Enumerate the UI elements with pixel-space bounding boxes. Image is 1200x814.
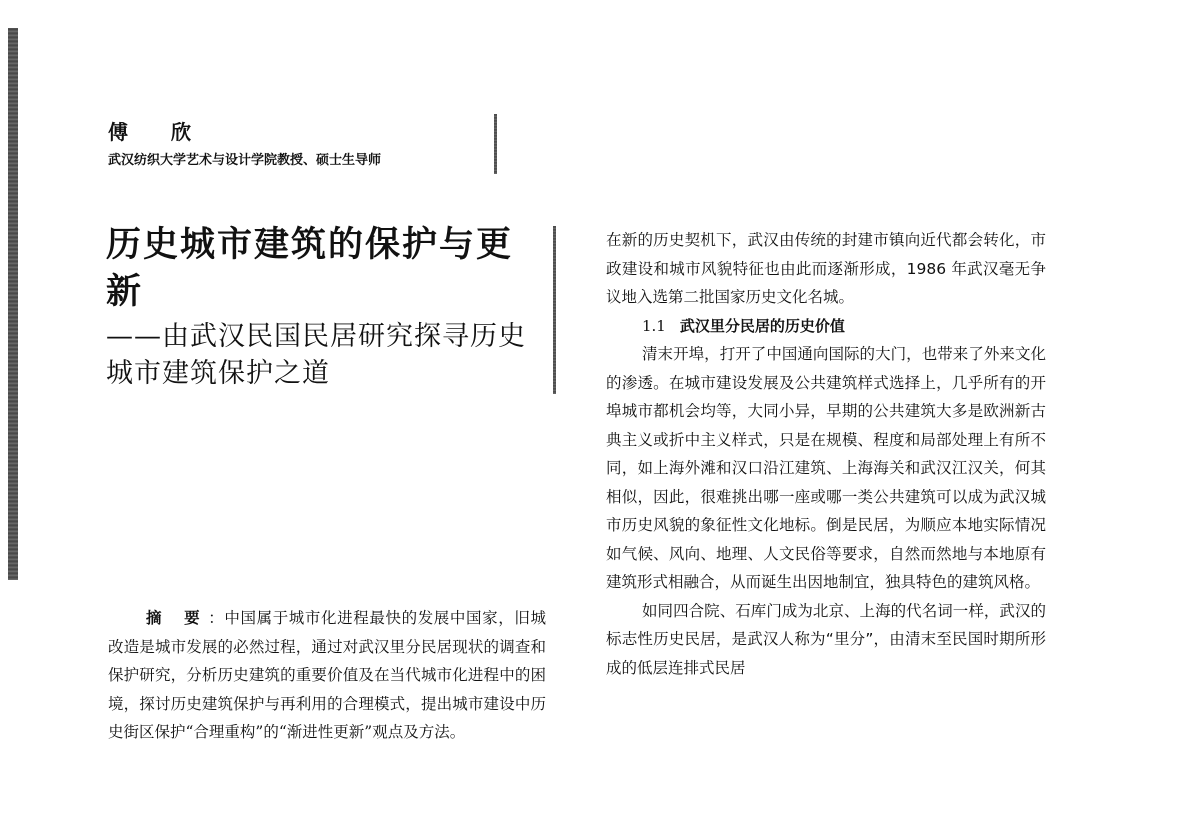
body-paragraph-1: 在新的历史契机下，武汉由传统的封建市镇向近代都会转化，市政建设和城市风貌特征也由此而逐渐形成，1986 年武汉毫无争议地入选第二批国家历史文化名城。	[606, 231, 1046, 306]
section-title: 武汉里分民居的历史价值	[679, 316, 845, 335]
abstract: 摘 要：中国属于城市化进程最快的发展中国家，旧城改造是城市发展的必然过程，通过对武汉里分民居现状的调查和保护研究，分析历史建筑的重要价值及在当代城市化进程中的困境，探讨历史建筑保护与再利用的合理模式，提出城市建设中历史街区保护“合理重构”的“渐进性更新”观点及方法。	[108, 608, 546, 741]
author-name: 傅 欣	[108, 120, 209, 144]
body-paragraph-3: 如同四合院、石库门成为北京、上海的代名词一样，武汉的标志性历史民居，是武汉人称为“里分”，由清末至民国时期所形成的低层连排式民居	[606, 601, 1046, 677]
title-rule	[553, 226, 556, 394]
author-affiliation: 武汉纺织大学艺术与设计学院教授、硕士生导师	[108, 153, 382, 168]
author-rule	[494, 114, 497, 174]
abstract-label: 摘 要	[146, 608, 209, 627]
body-column	[606, 226, 1046, 682]
abstract-text: 中国属于城市化进程最快的发展中国家，旧城改造是城市发展的必然过程，通过对武汉里分民居现状的调查和保护研究，分析历史建筑的重要价值及在当代城市化进程中的困境，探讨历史建筑保护与再利用的合理模式，提出城市建设中历史街区保护“合理重构”的“渐进性更新”观点及方法。	[108, 609, 546, 741]
article-subtitle: ——由武汉民国民居研究探寻历史城市建筑保护之道	[106, 321, 526, 389]
body-paragraph-2: 清末开埠，打开了中国通向国际的大门，也带来了外来文化的渗透。在城市建设发展及公共建筑样式选择上，几乎所有的开埠城市都机会均等，大同小异，早期的公共建筑大多是欧洲新古典主义或折中主义样式，只是在规模、程度和局部处理上有所不同，如上海外滩和汉口沿江建筑、上海海关和武汉江汉关，何其相似，因此，很难挑出哪一座或哪一类公共建筑可以成为武汉城市历史风貌的象征性文化地标。倒是民居，为顺应本地实际情况如气候、风向、地理、人文民俗等要求，自然而然地与本地原有建筑形式相融合，从而诞生出因地制宜，独具特色的建筑风格。	[606, 345, 1046, 591]
section-number: 1.1	[642, 316, 666, 335]
scan-edge-shadow	[8, 28, 18, 580]
article-title: 历史城市建筑的保护与更新	[106, 225, 514, 312]
section-heading	[606, 312, 1046, 341]
